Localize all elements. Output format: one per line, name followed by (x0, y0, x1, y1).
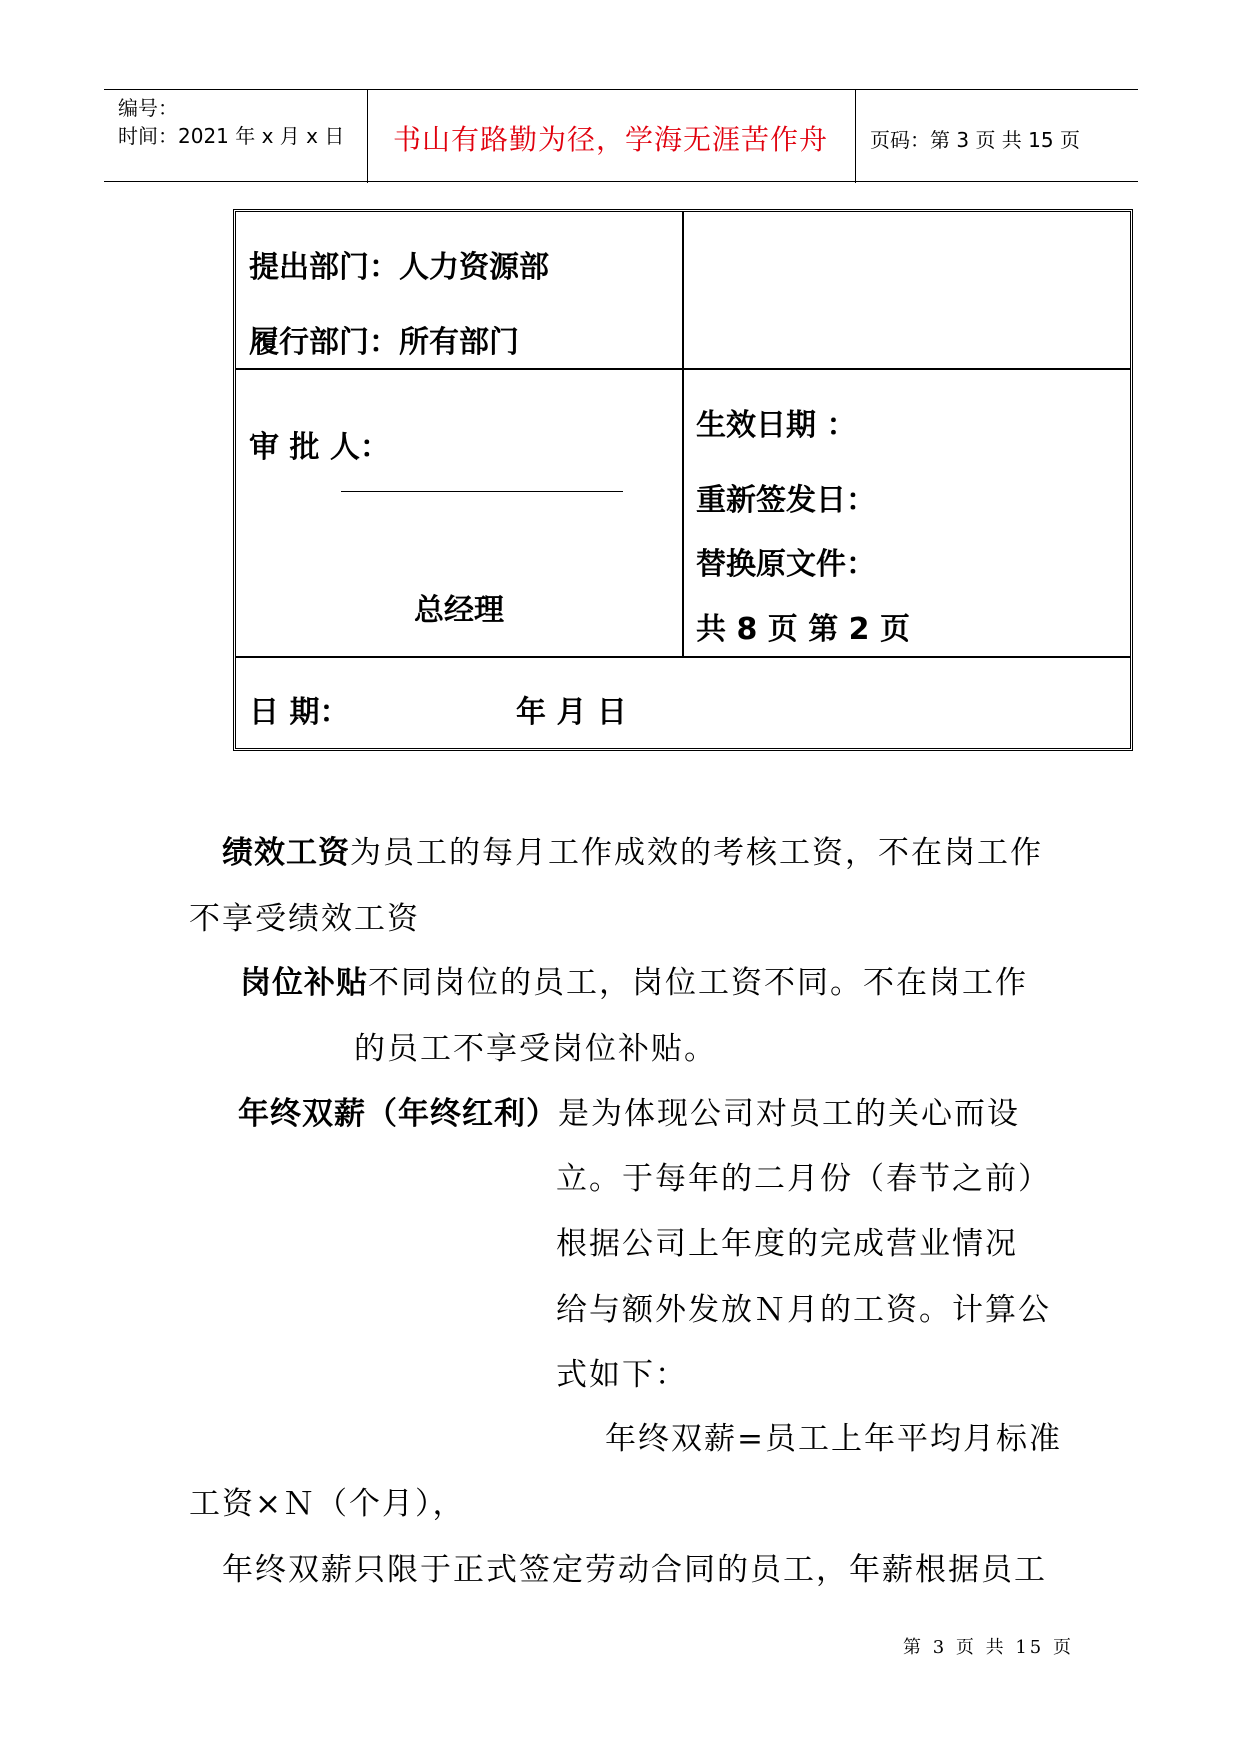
paragraph-position-allowance (240, 957, 1028, 1002)
effective-date-label: 生效日期 ： (696, 408, 857, 443)
header-motto: 书山有路勤为径，学海无涯苦作舟 (393, 123, 829, 156)
formula-line1: 年终双薪=员工上年平均月标准 (605, 1421, 1062, 1457)
paragraph-annual-salary: 年终双薪只限于正式签定劳动合同的员工，年薪根据员工 (222, 1552, 1047, 1588)
performance-pay-term: 绩效工资 (222, 835, 350, 871)
approver-signature-line (341, 491, 623, 492)
reissue-date-label: 重新签发日： (696, 483, 876, 518)
year-end-bonus-line5: 式如下： (556, 1357, 688, 1393)
year-end-bonus-text: 是为体现公司对员工的关心而设 (558, 1096, 1020, 1132)
header-bottom-rule (104, 181, 1138, 182)
year-end-bonus-line2: 立。于每年的二月份（春节之前） (556, 1161, 1051, 1197)
header-divider-right (855, 90, 856, 183)
date-fields: 年 月 日 (516, 695, 627, 730)
paragraph-position-allowance-line2: 的员工不享受岗位补贴。 (354, 1031, 717, 1067)
replace-document-label: 替换原文件： (696, 547, 876, 582)
header-top-rule (104, 89, 1138, 90)
header-page-number: 页码：第 3 页 共 15 页 (870, 128, 1080, 152)
page-count: 共 8 页 第 2 页 (696, 612, 910, 647)
performance-pay-text: 为员工的每月工作成效的考核工资，不在岗工作 (350, 835, 1043, 871)
formula-line2: 工资×Ｎ（个月）， (189, 1486, 466, 1522)
position-allowance-term: 岗位补贴 (240, 965, 368, 1001)
year-end-bonus-line4: 给与额外发放Ｎ月的工资。计算公 (556, 1292, 1051, 1328)
document-time: 时间：2021 年 x 月 x 日 (118, 124, 345, 148)
footer-page-number: 第 3 页 共 15 页 (903, 1637, 1074, 1658)
year-end-bonus-term: 年终双薪（年终红利） (238, 1096, 558, 1132)
header-divider-left (367, 90, 368, 183)
paragraph-year-end-bonus (238, 1088, 1020, 1133)
paragraph-performance-pay (222, 827, 1043, 872)
position-allowance-text: 不同岗位的员工，岗位工资不同。不在岗工作 (368, 965, 1028, 1001)
approval-form-table (233, 209, 1133, 751)
executing-department: 履行部门：所有部门 (249, 325, 519, 360)
year-end-bonus-line3: 根据公司上年度的完成营业情况 (556, 1226, 1018, 1262)
paragraph-performance-pay-line2: 不享受绩效工资 (189, 901, 420, 937)
table-column-divider (682, 212, 684, 657)
approver-title: 总经理 (414, 593, 504, 628)
approver-label: 审 批 人： (249, 430, 390, 465)
proposing-department: 提出部门：人力资源部 (249, 250, 549, 285)
date-label: 日 期： (249, 695, 350, 730)
document-number-label: 编号： (118, 96, 178, 120)
